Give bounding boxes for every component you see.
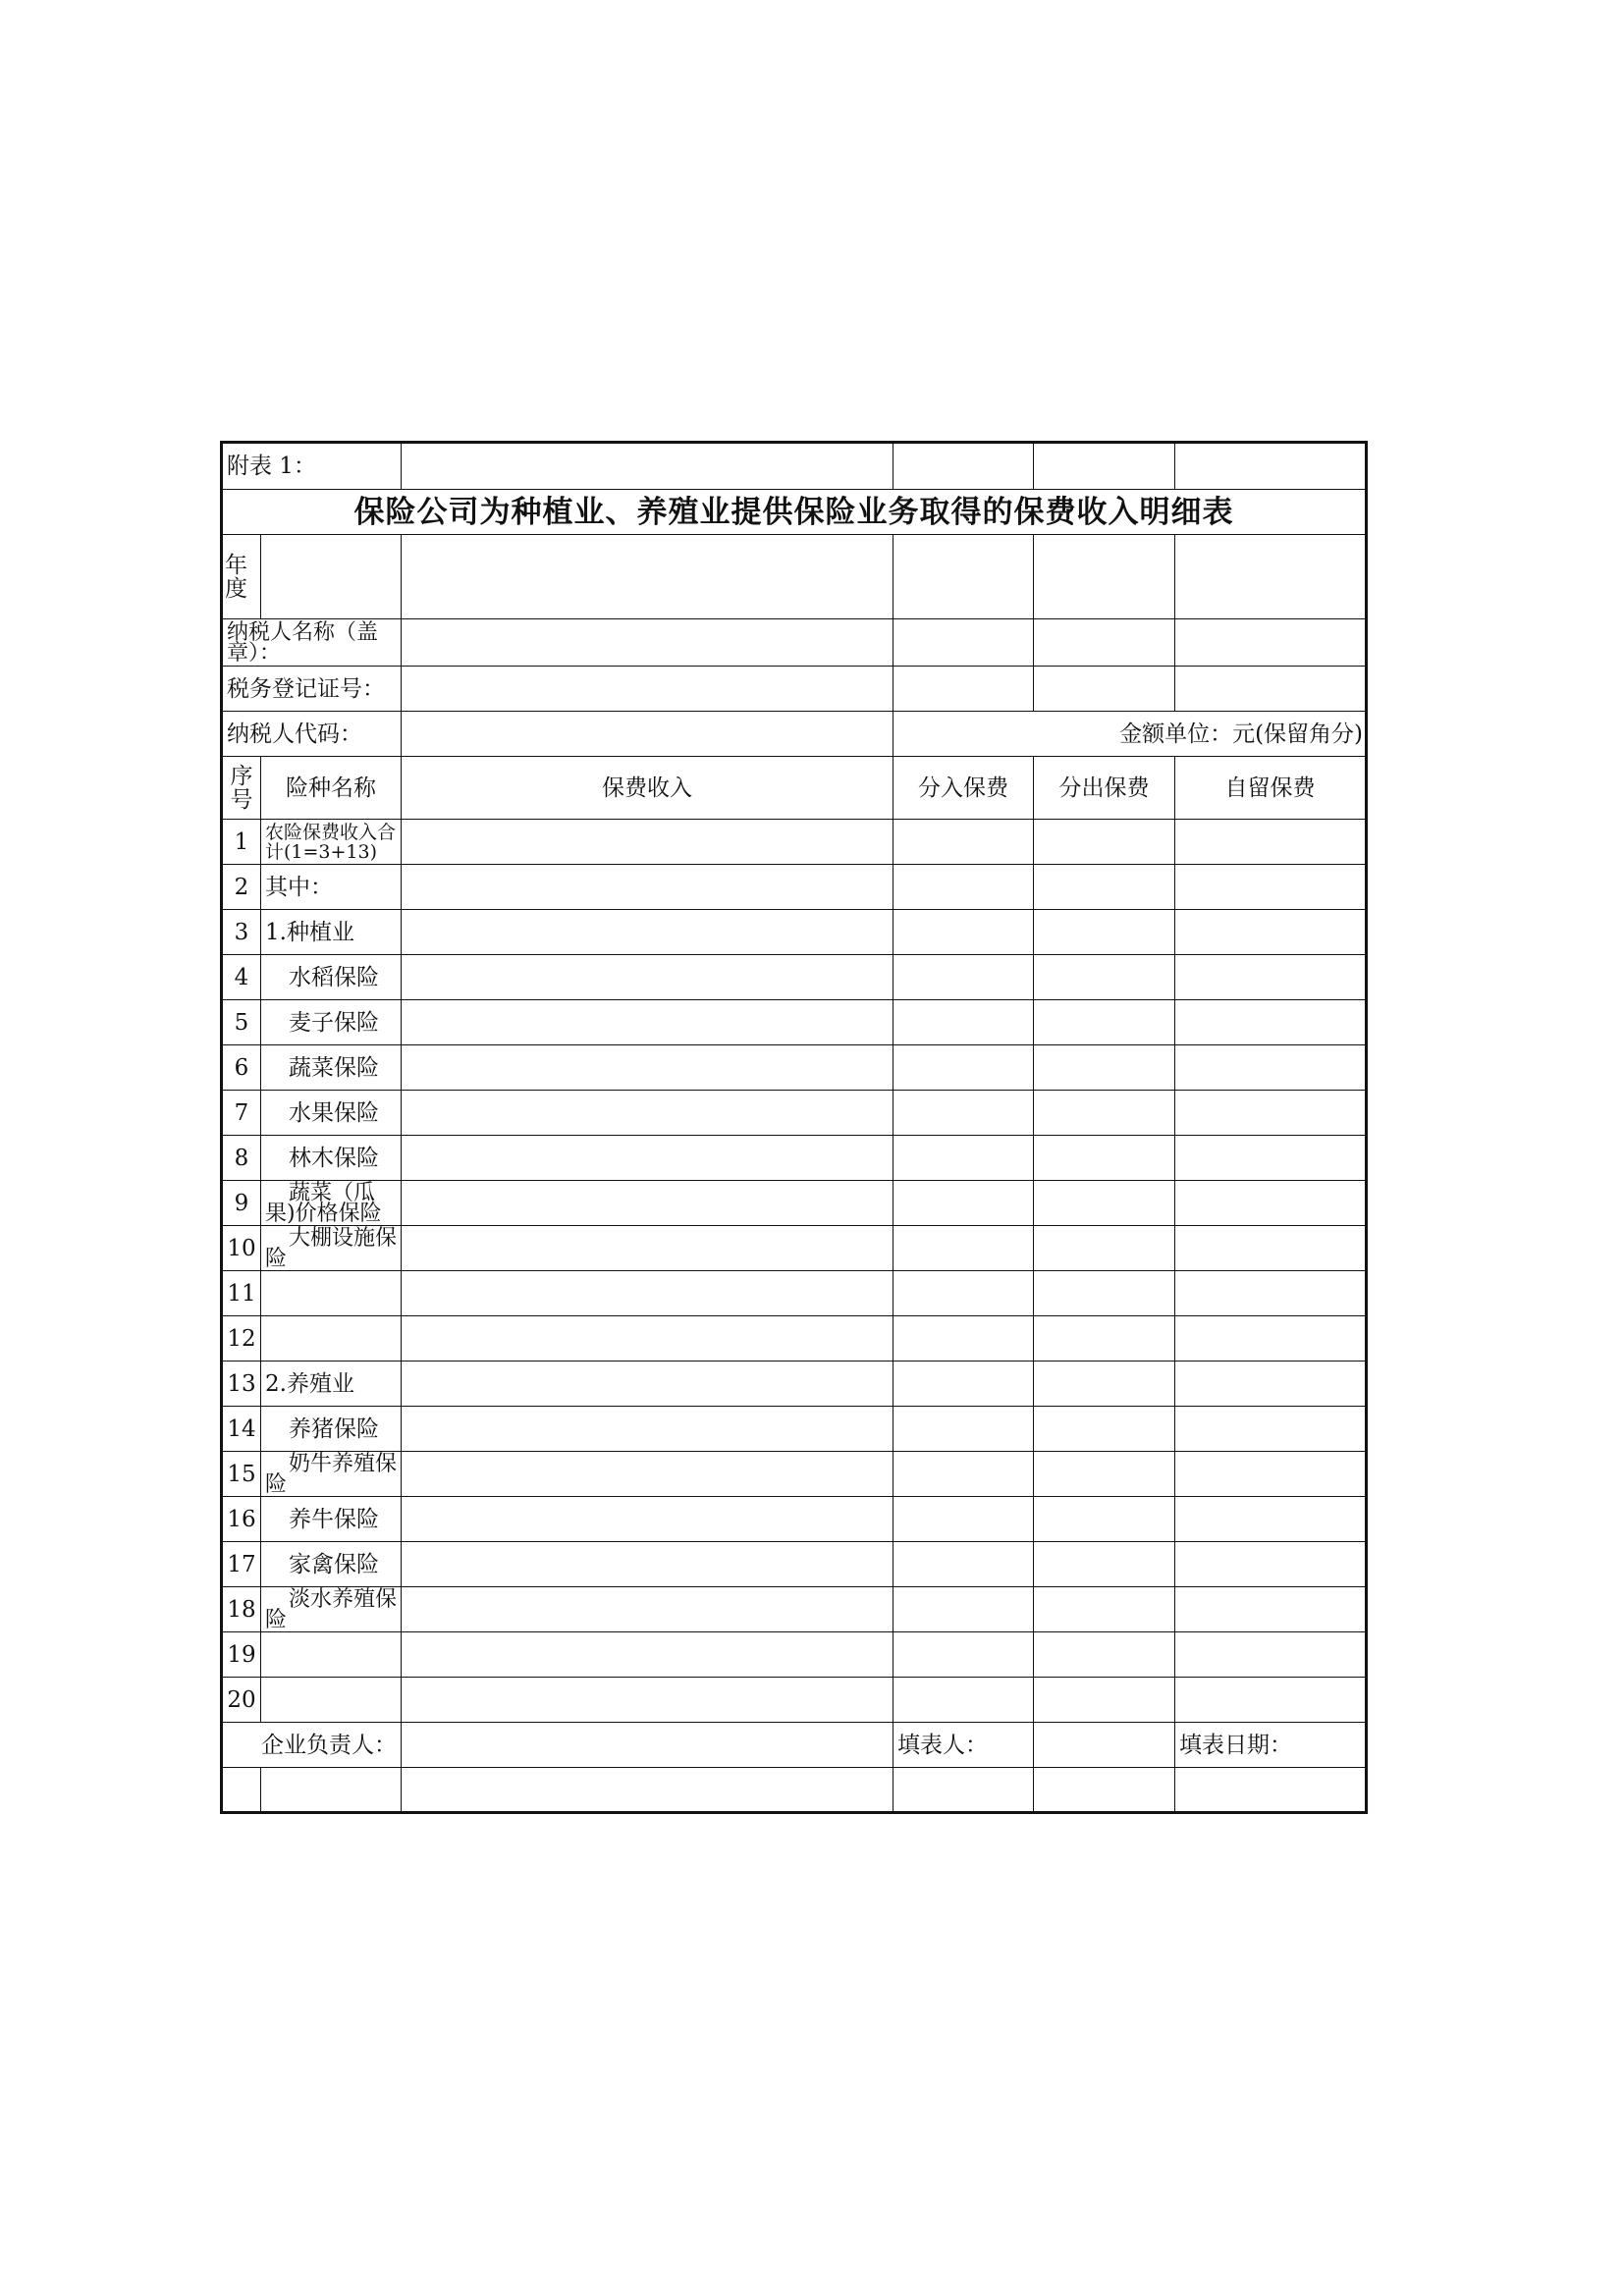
- premium-income-cell[interactable]: [402, 1136, 893, 1181]
- insurance-type-name: 其中：: [261, 865, 402, 910]
- ceded-in-cell[interactable]: [893, 1091, 1034, 1136]
- table-row: [222, 1271, 1367, 1316]
- row-number: 13: [222, 1362, 261, 1407]
- premium-income-cell[interactable]: [402, 955, 893, 1000]
- empty-cell: [893, 619, 1034, 667]
- signature-row: [222, 1723, 1367, 1768]
- premium-income-cell[interactable]: [402, 1542, 893, 1587]
- empty-cell: [893, 667, 1034, 712]
- ceded-in-cell[interactable]: [893, 1542, 1034, 1587]
- header-insurance-type: 险种名称: [261, 757, 402, 820]
- taxpayer-name-cell[interactable]: [402, 619, 893, 667]
- ceded-in-cell[interactable]: [893, 1362, 1034, 1407]
- empty-cell: [1034, 535, 1175, 619]
- retained-cell[interactable]: [1175, 955, 1367, 1000]
- row-number: 12: [222, 1316, 261, 1362]
- insurance-type-name: [261, 1632, 402, 1678]
- row-number: 9: [222, 1181, 261, 1226]
- ceded-out-cell[interactable]: [1034, 1316, 1175, 1362]
- retained-cell[interactable]: [1175, 1452, 1367, 1497]
- empty-cell: [893, 535, 1034, 619]
- table-row: [222, 1181, 1367, 1226]
- ceded-out-cell[interactable]: [1034, 1632, 1175, 1678]
- retained-cell[interactable]: [1175, 1542, 1367, 1587]
- table-row: [222, 1226, 1367, 1271]
- ceded-in-cell[interactable]: [893, 1000, 1034, 1045]
- empty-cell: [1034, 443, 1175, 490]
- year-input-cell[interactable]: [261, 535, 402, 619]
- ceded-in-cell[interactable]: [893, 1678, 1034, 1723]
- ceded-out-cell[interactable]: [1034, 1542, 1175, 1587]
- table-row: [222, 1407, 1367, 1452]
- ceded-in-cell[interactable]: [893, 820, 1034, 865]
- premium-income-cell[interactable]: [402, 1407, 893, 1452]
- ceded-out-cell[interactable]: [1034, 1091, 1175, 1136]
- tax-registration-row: [222, 667, 1367, 712]
- retained-cell[interactable]: [1175, 1271, 1367, 1316]
- title-row: [222, 490, 1367, 535]
- filler-label: 填表人：: [893, 1723, 1034, 1768]
- retained-cell[interactable]: [1175, 1678, 1367, 1723]
- table-row: [222, 1000, 1367, 1045]
- header-premium-income: 保费收入: [402, 757, 893, 820]
- empty-cell: [402, 535, 893, 619]
- row-number: 10: [222, 1226, 261, 1271]
- ceded-out-cell[interactable]: [1034, 1045, 1175, 1091]
- premium-income-cell[interactable]: [402, 910, 893, 955]
- table-row: [222, 1362, 1367, 1407]
- empty-cell: [1175, 619, 1367, 667]
- row-number: 2: [222, 865, 261, 910]
- ceded-out-cell[interactable]: [1034, 1497, 1175, 1542]
- table-row: [222, 1316, 1367, 1362]
- retained-cell[interactable]: [1175, 1362, 1367, 1407]
- retained-cell[interactable]: [1175, 1632, 1367, 1678]
- retained-cell[interactable]: [1175, 1000, 1367, 1045]
- insurance-type-name: 大棚设施保险: [261, 1226, 402, 1271]
- retained-cell[interactable]: [1175, 1316, 1367, 1362]
- row-number: 7: [222, 1091, 261, 1136]
- table-row: [222, 910, 1367, 955]
- tax-registration-cell[interactable]: [402, 667, 893, 712]
- fill-date-label: 填表日期：: [1175, 1723, 1367, 1768]
- table-row: [222, 1452, 1367, 1497]
- table-row: [222, 1136, 1367, 1181]
- empty-cell: [893, 1768, 1034, 1813]
- insurance-type-name: 蔬菜保险: [261, 1045, 402, 1091]
- row-number: 17: [222, 1542, 261, 1587]
- ceded-in-cell[interactable]: [893, 1136, 1034, 1181]
- table-row: [222, 1091, 1367, 1136]
- ceded-in-cell[interactable]: [893, 1316, 1034, 1362]
- insurance-type-name: 蔬菜（瓜果)价格保险: [261, 1181, 402, 1226]
- ceded-out-cell[interactable]: [1034, 1362, 1175, 1407]
- header-retained-premium: 自留保费: [1175, 757, 1367, 820]
- ceded-out-cell[interactable]: [1034, 955, 1175, 1000]
- insurance-type-name: 林木保险: [261, 1136, 402, 1181]
- ceded-in-cell[interactable]: [893, 1497, 1034, 1542]
- ceded-in-cell[interactable]: [893, 1587, 1034, 1632]
- row-number: 8: [222, 1136, 261, 1181]
- row-number: 3: [222, 910, 261, 955]
- header-ceded-out-premium: 分出保费: [1034, 757, 1175, 820]
- insurance-type-name: 水稻保险: [261, 955, 402, 1000]
- empty-cell: [1034, 1768, 1175, 1813]
- ceded-out-cell[interactable]: [1034, 1000, 1175, 1045]
- row-number: 6: [222, 1045, 261, 1091]
- table-row: [222, 1678, 1367, 1723]
- attachment-row: [222, 443, 1367, 490]
- premium-income-cell[interactable]: [402, 1632, 893, 1678]
- retained-cell[interactable]: [1175, 1181, 1367, 1226]
- ceded-in-cell[interactable]: [893, 1045, 1034, 1091]
- ceded-out-cell[interactable]: [1034, 1136, 1175, 1181]
- attachment-label: 附表 1：: [222, 443, 402, 490]
- empty-cell: [261, 1768, 402, 1813]
- table-row: [222, 820, 1367, 865]
- tax-registration-label: 税务登记证号：: [222, 667, 402, 712]
- retained-cell[interactable]: [1175, 1407, 1367, 1452]
- blank-bottom-row: [222, 1768, 1367, 1813]
- ceded-in-cell[interactable]: [893, 1181, 1034, 1226]
- taxpayer-code-cell[interactable]: [402, 712, 893, 757]
- row-number: 16: [222, 1497, 261, 1542]
- row-number: 19: [222, 1632, 261, 1678]
- premium-income-cell[interactable]: [402, 1678, 893, 1723]
- form-title: 保险公司为种植业、养殖业提供保险业务取得的保费收入明细表: [222, 490, 1367, 535]
- row-number: 14: [222, 1407, 261, 1452]
- ceded-in-cell[interactable]: [893, 1452, 1034, 1497]
- taxpayer-code-label: 纳税人代码：: [222, 712, 402, 757]
- insurance-type-name: 1.种植业: [261, 910, 402, 955]
- retained-cell[interactable]: [1175, 910, 1367, 955]
- retained-cell[interactable]: [1175, 1226, 1367, 1271]
- table-row: [222, 1045, 1367, 1091]
- insurance-type-name: 淡水养殖保险: [261, 1587, 402, 1632]
- ceded-out-cell[interactable]: [1034, 910, 1175, 955]
- year-row: [222, 535, 1367, 619]
- premium-income-cell[interactable]: [402, 1000, 893, 1045]
- insurance-type-name: [261, 1271, 402, 1316]
- table-row: [222, 865, 1367, 910]
- insurance-type-name: 水果保险: [261, 1091, 402, 1136]
- empty-cell: [1175, 443, 1367, 490]
- retained-cell[interactable]: [1175, 820, 1367, 865]
- premium-income-cell[interactable]: [402, 1045, 893, 1091]
- empty-cell: [1175, 667, 1367, 712]
- empty-cell: [1034, 667, 1175, 712]
- empty-cell: [1175, 1768, 1367, 1813]
- header-ceded-in-premium: 分入保费: [893, 757, 1034, 820]
- table-row: [222, 1497, 1367, 1542]
- manager-signature-cell[interactable]: [402, 1723, 893, 1768]
- ceded-out-cell[interactable]: [1034, 1678, 1175, 1723]
- retained-cell[interactable]: [1175, 1587, 1367, 1632]
- ceded-in-cell[interactable]: [893, 1271, 1034, 1316]
- ceded-out-cell[interactable]: [1034, 1587, 1175, 1632]
- ceded-in-cell[interactable]: [893, 1226, 1034, 1271]
- empty-cell: [402, 443, 893, 490]
- premium-income-cell[interactable]: [402, 1587, 893, 1632]
- retained-cell[interactable]: [1175, 1497, 1367, 1542]
- ceded-out-cell[interactable]: [1034, 820, 1175, 865]
- premium-income-cell[interactable]: [402, 1497, 893, 1542]
- premium-income-cell[interactable]: [402, 820, 893, 865]
- ceded-in-cell[interactable]: [893, 1632, 1034, 1678]
- premium-income-cell[interactable]: [402, 1316, 893, 1362]
- insurance-type-name: [261, 1316, 402, 1362]
- row-number: 11: [222, 1271, 261, 1316]
- insurance-type-name: 2.养殖业: [261, 1362, 402, 1407]
- table-row: [222, 1587, 1367, 1632]
- insurance-type-name: 家禽保险: [261, 1542, 402, 1587]
- premium-income-cell[interactable]: [402, 865, 893, 910]
- retained-cell[interactable]: [1175, 865, 1367, 910]
- insurance-type-name: 麦子保险: [261, 1000, 402, 1045]
- year-label: 年度: [222, 535, 261, 619]
- taxpayer-code-row: [222, 712, 1367, 757]
- premium-income-cell[interactable]: [402, 1452, 893, 1497]
- row-number: 5: [222, 1000, 261, 1045]
- insurance-type-name: 奶牛养殖保险: [261, 1452, 402, 1497]
- insurance-type-name: 养牛保险: [261, 1497, 402, 1542]
- ceded-in-cell[interactable]: [893, 865, 1034, 910]
- empty-cell: [893, 443, 1034, 490]
- row-number: 1: [222, 820, 261, 865]
- ceded-in-cell[interactable]: [893, 910, 1034, 955]
- empty-cell: [222, 1768, 261, 1813]
- filler-signature-cell[interactable]: [1034, 1723, 1175, 1768]
- insurance-type-name: 农险保费收入合计(1=3+13): [261, 820, 402, 865]
- manager-label: 企业负责人：: [222, 1723, 402, 1768]
- ceded-out-cell[interactable]: [1034, 865, 1175, 910]
- column-header-row: [222, 757, 1367, 820]
- empty-cell: [402, 1768, 893, 1813]
- ceded-in-cell[interactable]: [893, 955, 1034, 1000]
- row-number: 15: [222, 1452, 261, 1497]
- premium-income-cell[interactable]: [402, 1271, 893, 1316]
- insurance-type-name: 养猪保险: [261, 1407, 402, 1452]
- premium-income-cell[interactable]: [402, 1181, 893, 1226]
- ceded-out-cell[interactable]: [1034, 1271, 1175, 1316]
- retained-cell[interactable]: [1175, 1045, 1367, 1091]
- premium-income-cell[interactable]: [402, 1362, 893, 1407]
- empty-cell: [1175, 535, 1367, 619]
- table-row: [222, 1632, 1367, 1678]
- table-row: [222, 955, 1367, 1000]
- header-serial: 序号: [222, 757, 261, 820]
- retained-cell[interactable]: [1175, 1091, 1367, 1136]
- retained-cell[interactable]: [1175, 1136, 1367, 1181]
- premium-income-detail-table: [220, 441, 1368, 1814]
- ceded-out-cell[interactable]: [1034, 1452, 1175, 1497]
- row-number: 4: [222, 955, 261, 1000]
- ceded-out-cell[interactable]: [1034, 1407, 1175, 1452]
- ceded-out-cell[interactable]: [1034, 1181, 1175, 1226]
- amount-unit-note: 金额单位：元(保留角分): [893, 712, 1367, 757]
- ceded-in-cell[interactable]: [893, 1407, 1034, 1452]
- row-number: 20: [222, 1678, 261, 1723]
- insurance-type-name: [261, 1678, 402, 1723]
- premium-income-cell[interactable]: [402, 1091, 893, 1136]
- ceded-out-cell[interactable]: [1034, 1226, 1175, 1271]
- row-number: 18: [222, 1587, 261, 1632]
- taxpayer-name-label: 纳税人名称（盖章）：: [222, 619, 402, 667]
- table-row: [222, 1542, 1367, 1587]
- premium-income-cell[interactable]: [402, 1226, 893, 1271]
- empty-cell: [1034, 619, 1175, 667]
- taxpayer-name-row: [222, 619, 1367, 667]
